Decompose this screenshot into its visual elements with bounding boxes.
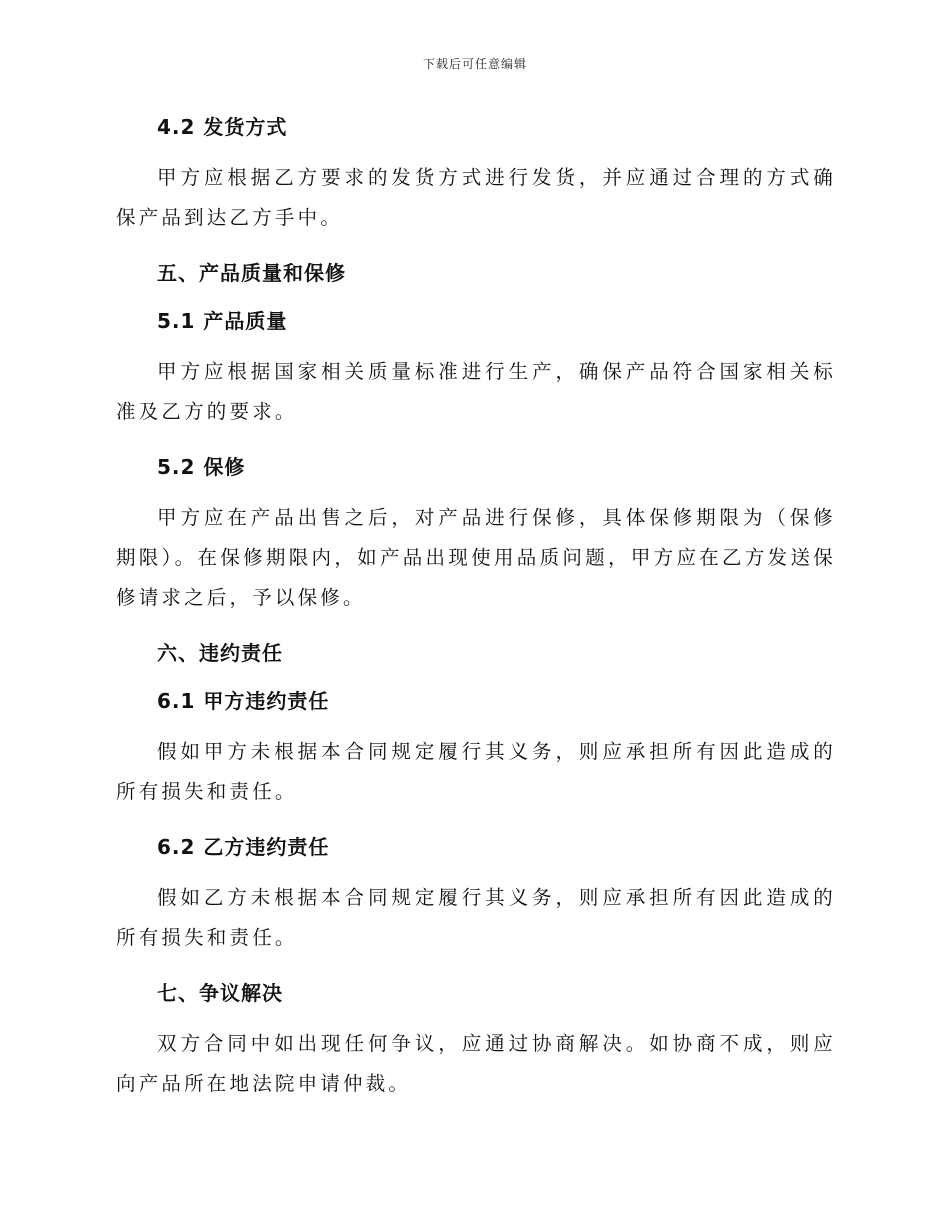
paragraph-party-a-breach: 假如甲方未根据本合同规定履行其义务，则应承担所有因此造成的所有损失和责任。: [116, 740, 836, 803]
section-heading-5-1: 5.1 产品质量: [157, 309, 288, 333]
paragraph-product-quality: 甲方应根据国家相关质量标准进行生产，确保产品符合国家相关标准及乙方的要求。: [116, 360, 836, 423]
paragraph-warranty: 甲方应在产品出售之后，对产品进行保修，具体保修期限为（保修期限）。在保修期限内，如产品出现使用品质问题，甲方应在乙方发送保修请求之后，予以保修。: [116, 506, 836, 609]
section-heading-5: 五、产品质量和保修: [157, 261, 346, 285]
section-heading-6-1: 6.1 甲方违约责任: [157, 689, 330, 713]
paragraph-shipping-method: 甲方应根据乙方要求的发货方式进行发货，并应通过合理的方式确保产品到达乙方手中。: [116, 166, 836, 229]
section-heading-4-2: 4.2 发货方式: [157, 115, 288, 139]
section-heading-6-2: 6.2 乙方违约责任: [157, 835, 330, 859]
section-heading-7: 七、争议解决: [157, 981, 283, 1005]
document-body: [116, 110, 836, 1104]
section-heading-6: 六、违约责任: [157, 641, 283, 665]
section-heading-5-2: 5.2 保修: [157, 455, 246, 479]
paragraph-dispute-resolution: 双方合同中如出现任何争议，应通过协商解决。如协商不成，则应向产品所在地法院申请仲裁。: [116, 1032, 836, 1095]
paragraph-party-b-breach: 假如乙方未根据本合同规定履行其义务，则应承担所有因此造成的所有损失和责任。: [116, 886, 836, 949]
header-note: 下载后可任意编辑: [422, 57, 527, 71]
